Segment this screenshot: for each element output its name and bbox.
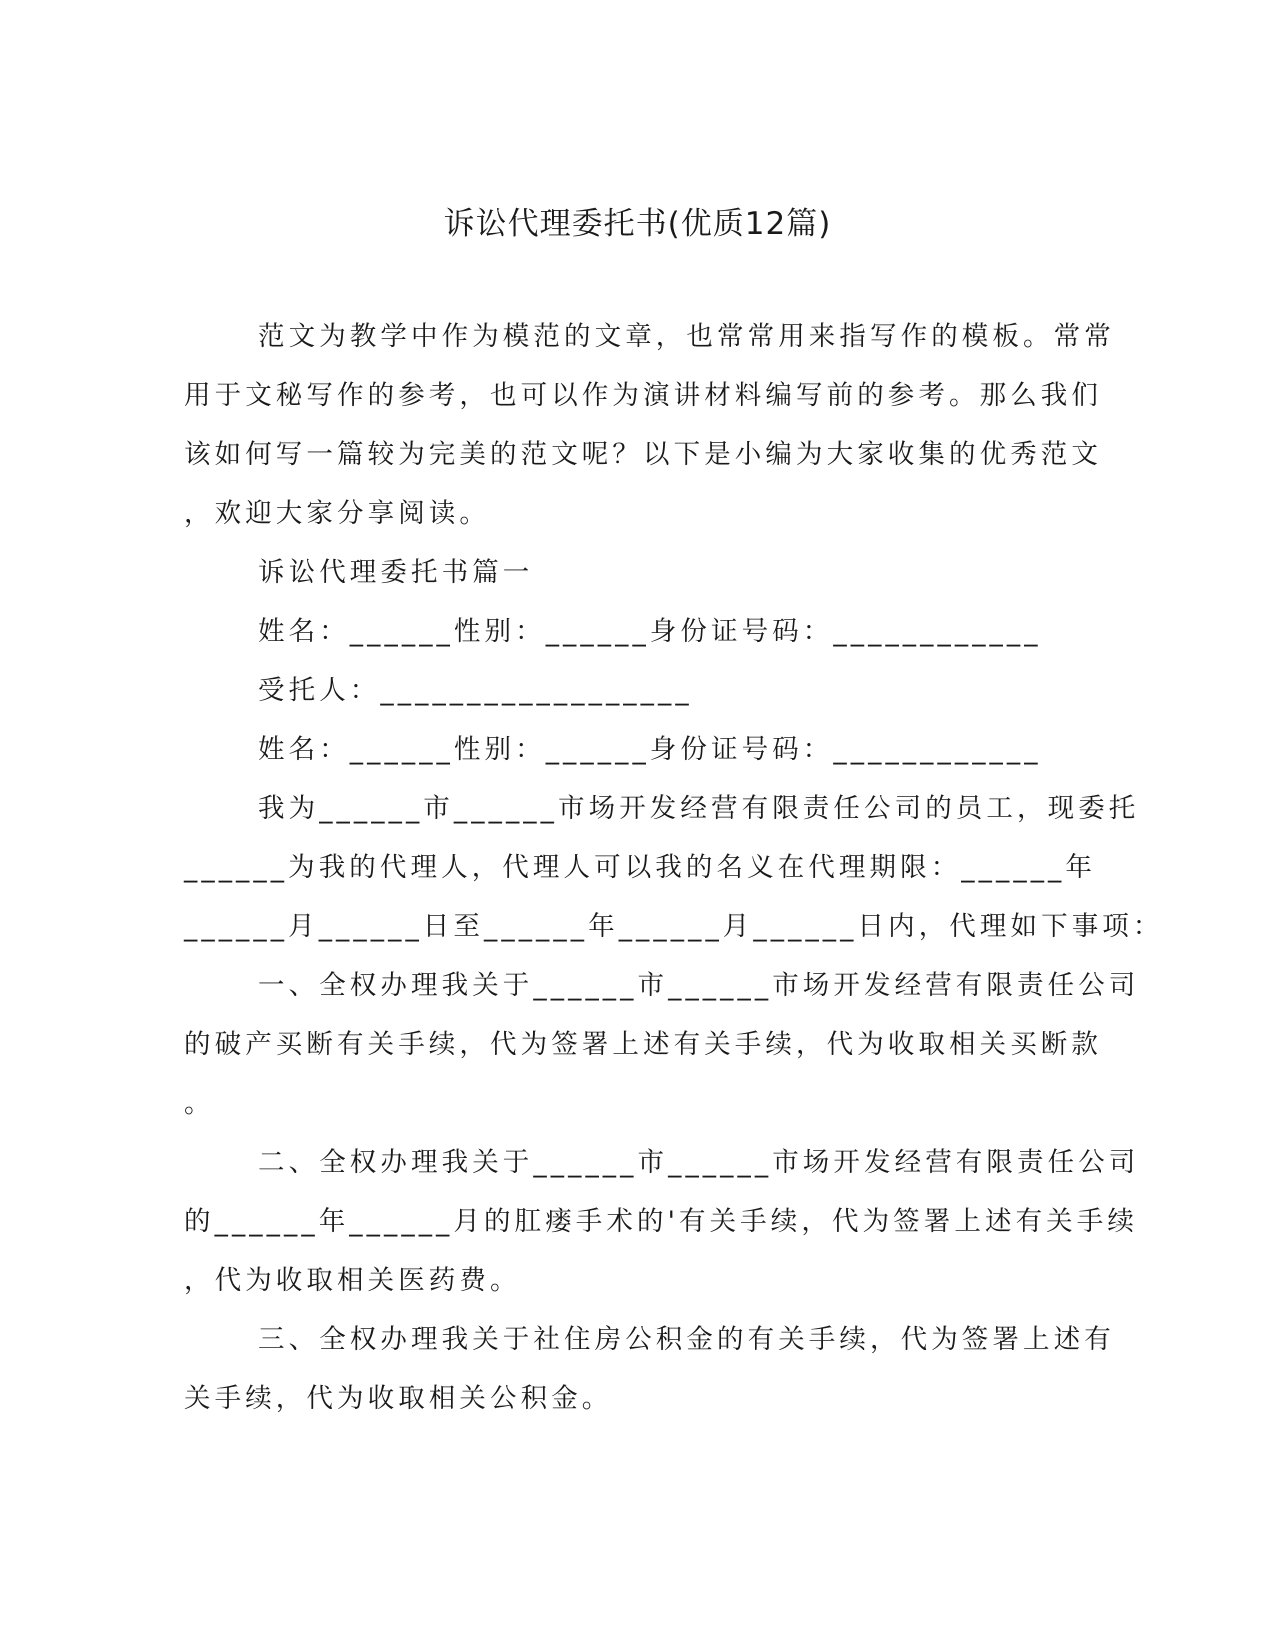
- paragraph-line: 的______年______月的肛瘘手术的'有关手续，代为签署上述有关手续: [184, 1206, 1138, 1237]
- paragraph-line: 二、全权办理我关于______市______市场开发经营有限责任公司: [258, 1147, 1140, 1178]
- paragraph-line: 一、全权办理我关于______市______市场开发经营有限责任公司: [258, 970, 1140, 1001]
- paragraph-line: 的破产买断有关手续，代为签署上述有关手续，代为收取相关买断款: [184, 1029, 1102, 1060]
- paragraph-line: 用于文秘写作的参考，也可以作为演讲材料编写前的参考。那么我们: [184, 380, 1102, 411]
- paragraph-line: ______为我的代理人，代理人可以我的名义在代理期限：______年: [184, 852, 1096, 883]
- paragraph-line: ，欢迎大家分享阅读。: [184, 498, 490, 529]
- paragraph-line: 关手续，代为收取相关公积金。: [184, 1383, 613, 1414]
- form-line: 受托人：__________________: [258, 675, 693, 706]
- paragraph-line: 三、全权办理我关于社住房公积金的有关手续，代为签署上述有: [258, 1324, 1115, 1355]
- paragraph-line: 。: [184, 1088, 215, 1119]
- form-line: 姓名：______性别：______身份证号码：____________: [258, 616, 1042, 647]
- form-line: 姓名：______性别：______身份证号码：____________: [258, 734, 1042, 765]
- section-heading: 诉讼代理委托书篇一: [258, 557, 534, 588]
- paragraph-line: 我为______市______市场开发经营有限责任公司的员工，现委托: [258, 793, 1140, 824]
- paragraph-line: ______月______日至______年______月______日内，代理如下事项：: [184, 911, 1164, 942]
- document-title: 诉讼代理委托书(优质12篇): [443, 206, 832, 242]
- paragraph-line: ，代为收取相关医药费。: [184, 1265, 521, 1296]
- paragraph-line: 该如何写一篇较为完美的范文呢？以下是小编为大家收集的优秀范文: [184, 439, 1102, 470]
- paragraph-line: 范文为教学中作为模范的文章，也常常用来指写作的模板。常常: [258, 321, 1115, 352]
